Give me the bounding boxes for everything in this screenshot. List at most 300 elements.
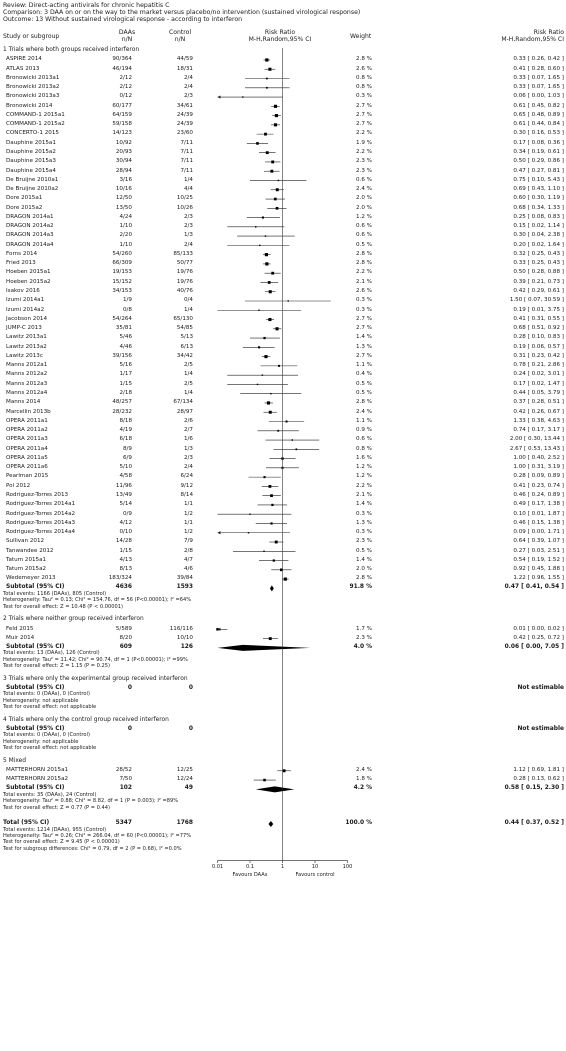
study-name: COMMAND-1 2015a2	[6, 121, 65, 128]
study-name: Dauphine 2015a2	[6, 148, 56, 155]
study-control-events: 7/11	[180, 167, 193, 174]
study-ci-text: 0.31 [ 0.23, 0.42 ]	[513, 352, 564, 359]
study-point	[263, 476, 265, 478]
study-point	[268, 281, 271, 284]
study-name: DRAGON 2014a1	[6, 213, 54, 220]
subtotal-daa: 0	[127, 725, 132, 732]
study-control-events: 1/4	[183, 306, 193, 313]
study-name: OPERA 2011a6	[6, 464, 48, 471]
subgroup-note: Test for overall effect: Z = 0.77 (P = 0.44)	[3, 804, 110, 811]
study-control-events: 10/25	[176, 195, 193, 202]
x-tick-label: 1	[280, 863, 285, 870]
study-name: Dauphine 2015a4	[6, 167, 56, 174]
subtotal-weight: 91.8 %	[349, 584, 372, 591]
study-control-events: 34/61	[176, 102, 193, 109]
study-ci-text: 0.33 [ 0.26, 0.42 ]	[513, 56, 564, 63]
study-point	[292, 439, 293, 440]
study-name: Manns 2012a3	[6, 380, 48, 387]
study-control-events: 7/11	[180, 139, 193, 146]
study-name: Tatum 2015a1	[6, 556, 47, 563]
study-daa-events: 28/94	[115, 167, 132, 174]
subgroup-note: Test for overall effect: not applicable	[3, 745, 97, 751]
subgroup-note: Total events: 0 (DAAs), 0 (Control)	[3, 691, 90, 698]
study-weight: 1.1 %	[356, 362, 372, 369]
study-name: Bronowicki 2013a2	[6, 84, 60, 91]
study-point	[286, 421, 288, 423]
study-control-events: 67/134	[173, 399, 193, 406]
study-name: JUMP-C 2013	[6, 325, 42, 332]
study-daa-events: 5/46	[119, 334, 132, 341]
study-name: Manns 2014	[6, 399, 41, 406]
study-weight: 1.2 %	[356, 213, 372, 220]
study-control-events: 2/6	[183, 417, 193, 424]
study-control-events: 1/3	[183, 445, 193, 452]
study-weight: 0.6 %	[356, 232, 372, 239]
study-daa-events: 2/12	[119, 84, 132, 91]
study-point	[270, 522, 272, 524]
study-daa-events: 66/309	[112, 260, 132, 267]
study-control-events: 2/4	[183, 84, 193, 91]
study-point	[288, 300, 289, 301]
study-weight: 0.8 %	[356, 84, 372, 91]
study-daa-events: 10/16	[115, 186, 132, 193]
study-daa-events: 2/20	[119, 232, 132, 239]
study-weight: 0.4 %	[356, 371, 372, 378]
study-point	[269, 411, 272, 414]
study-point	[271, 160, 274, 163]
study-name: De Bruijne 2010a2	[6, 186, 59, 193]
column-header-daa: DAAs	[118, 29, 136, 36]
study-daa-events: 1/17	[119, 371, 132, 378]
study-daa-events: 0/8	[122, 306, 132, 313]
study-ci-text: 0.28 [ 0.09, 0.89 ]	[513, 473, 564, 480]
study-control-events: 2/8	[183, 547, 193, 554]
subtotal-daa: 0	[127, 684, 132, 691]
study-ci-text: 1.00 [ 0.31, 3.19 ]	[513, 464, 564, 471]
study-name: Fried 2013	[6, 260, 36, 267]
study-control-events: 44/59	[176, 56, 193, 63]
study-control-events: 116/116	[169, 625, 193, 632]
study-control-events: 2/4	[183, 241, 193, 248]
study-control-events: 10/10	[176, 634, 193, 641]
study-control-events: 23/60	[176, 130, 193, 137]
study-weight: 0.8 %	[356, 74, 372, 81]
study-weight: 2.3 %	[356, 167, 372, 174]
study-name: Dore 2015a1	[6, 195, 43, 202]
study-control-events: 39/84	[176, 575, 193, 582]
study-control-events: 18/31	[176, 65, 193, 72]
study-weight: 2.4 %	[356, 186, 372, 193]
study-weight: 2.3 %	[356, 158, 372, 165]
study-name: COMMAND-1 2015a1	[6, 111, 65, 118]
x-tick-label: 10	[311, 863, 319, 870]
study-ci-text: 0.61 [ 0.44, 0.84 ]	[513, 121, 564, 128]
total-ci-text: 0.44 [ 0.37, 0.52 ]	[504, 819, 564, 826]
study-ci-text: 0.60 [ 0.30, 1.19 ]	[513, 195, 564, 202]
study-control-events: 2/3	[183, 93, 193, 100]
study-ci-text: 0.28 [ 0.13, 0.62 ]	[513, 776, 564, 783]
study-control-events: 54/85	[176, 325, 193, 332]
study-ci-text: 2.00 [ 0.30, 13.44 ]	[509, 436, 564, 443]
study-ci-text: 0.30 [ 0.04, 2.38 ]	[513, 232, 564, 239]
study-ci-text: 0.28 [ 0.10, 0.83 ]	[513, 334, 564, 341]
study-weight: 0.3 %	[356, 306, 372, 313]
study-daa-events: 5/14	[119, 501, 132, 508]
study-ci-text: 2.67 [ 0.53, 13.43 ]	[509, 445, 564, 452]
study-daa-events: 2/12	[119, 74, 132, 81]
study-control-events: 4/7	[183, 556, 193, 563]
study-ci-text: 0.20 [ 0.02, 1.64 ]	[513, 241, 564, 248]
study-point	[265, 58, 268, 61]
study-weight: 2.7 %	[356, 121, 372, 128]
subtotal-label: Subtotal (95% CI)	[6, 785, 65, 792]
study-weight: 2.4 %	[356, 767, 372, 774]
study-daa-events: 4/13	[119, 556, 132, 563]
subgroup-note: Test for overall effect: Z = 1.15 (P = 0.25)	[3, 663, 110, 670]
subgroup-note: Heterogeneity: not applicable	[3, 738, 79, 745]
study-control-events: 2/7	[183, 427, 193, 434]
study-control-events: 1/3	[183, 232, 193, 239]
study-ci-text: 0.27 [ 0.03, 2.51 ]	[513, 547, 564, 554]
study-point	[262, 374, 263, 375]
study-weight: 0.6 %	[356, 436, 372, 443]
study-weight: 0.5 %	[356, 380, 372, 387]
subtotal-control: 0	[188, 684, 193, 691]
study-daa-events: 46/194	[112, 65, 132, 72]
total-note: Test for subgroup differences: Chi² = 0.79, df = 2 (P = 0.68), I² =0.0%	[3, 845, 182, 852]
study-point	[242, 96, 243, 97]
study-ci-text: 0.68 [ 0.51, 0.92 ]	[513, 325, 564, 332]
study-ci-text: 0.42 [ 0.25, 0.72 ]	[513, 634, 564, 641]
study-name: MATTERHORN 2015a1	[6, 767, 69, 774]
study-weight: 1.4 %	[356, 556, 372, 563]
study-daa-events: 1/9	[122, 297, 132, 304]
study-ci-text: 0.75 [ 0.10, 5.43 ]	[513, 176, 564, 183]
study-daa-events: 8/18	[119, 417, 132, 424]
study-control-events: 1/2	[183, 510, 193, 517]
study-control-events: 1/4	[183, 389, 193, 396]
study-control-events: 2/3	[183, 213, 193, 220]
study-name: Rodriguez-Torres 2013	[6, 491, 69, 498]
study-name: OPERA 2011a3	[6, 436, 48, 443]
study-daa-events: 1/10	[119, 223, 132, 230]
study-name: Pol 2012	[6, 482, 31, 489]
study-control-events: 19/76	[176, 269, 193, 276]
study-daa-events: 30/94	[115, 158, 132, 165]
study-ci-text: 0.78 [ 0.21, 2.86 ]	[513, 362, 564, 369]
study-daa-events: 5/589	[115, 625, 132, 632]
subtotal-label: Subtotal (95% CI)	[6, 643, 65, 650]
study-ci-text: 0.32 [ 0.25, 0.43 ]	[513, 250, 564, 257]
study-weight: 2.7 %	[356, 325, 372, 332]
study-ci-text: 0.50 [ 0.28, 0.88 ]	[513, 269, 564, 276]
study-weight: 2.2 %	[356, 269, 372, 276]
study-weight: 2.3 %	[356, 634, 372, 641]
column-header-rr-sub: M-H,Random,95% CI	[248, 36, 312, 43]
study-weight: 0.5 %	[356, 389, 372, 396]
study-weight: 2.7 %	[356, 111, 372, 118]
study-ci-text: 0.39 [ 0.21, 0.73 ]	[513, 278, 564, 285]
total-daa: 5347	[115, 819, 132, 826]
study-ci-text: 0.74 [ 0.17, 3.17 ]	[513, 427, 564, 434]
study-weight: 1.4 %	[356, 334, 372, 341]
study-name: DRAGON 2014a3	[6, 232, 54, 239]
study-control-events: 6/24	[180, 473, 193, 480]
study-point	[249, 514, 250, 515]
study-ci-text: 1.50 [ 0.07, 30.59 ]	[509, 297, 564, 304]
study-point	[278, 365, 280, 367]
study-point	[275, 541, 278, 544]
subtotal-weight: 4.2 %	[353, 785, 372, 792]
study-control-events: 12/25	[176, 767, 193, 774]
study-weight: 1.1 %	[356, 417, 372, 424]
study-point	[216, 628, 218, 630]
subgroup-note: Total events: 1166 (DAAs), 805 (Control)	[3, 590, 107, 597]
total-weight: 100.0 %	[345, 819, 372, 826]
study-daa-events: 12/50	[115, 195, 132, 202]
study-daa-events: 28/52	[115, 767, 132, 774]
study-ci-text: 0.92 [ 0.45, 1.88 ]	[513, 566, 564, 573]
subgroup-note: Heterogeneity: not applicable	[3, 697, 79, 704]
study-weight: 2.0 %	[356, 566, 372, 573]
subgroup-title: 4 Trials where only the control group received interferon	[3, 716, 169, 723]
study-ci-text: 0.10 [ 0.01, 1.87 ]	[513, 510, 564, 517]
study-name: Manns 2012a2	[6, 371, 48, 378]
study-daa-events: 0/9	[122, 510, 132, 517]
subtotal-label: Subtotal (95% CI)	[6, 584, 65, 591]
study-name: Marcellin 2013b	[6, 408, 51, 415]
study-ci-text: 0.64 [ 0.39, 1.07 ]	[513, 538, 564, 545]
study-control-events: 2/5	[183, 380, 193, 387]
study-weight: 2.4 %	[356, 408, 372, 415]
study-weight: 2.8 %	[356, 260, 372, 267]
study-name: OPERA 2011a1	[6, 417, 48, 424]
study-daa-events: 28/232	[112, 408, 132, 415]
study-control-events: 50/77	[176, 260, 193, 267]
study-name: Lawitz 2013a1	[6, 334, 47, 341]
study-ci-text: 0.30 [ 0.16, 0.53 ]	[513, 130, 564, 137]
study-weight: 2.6 %	[356, 288, 372, 295]
study-name: De Bruijne 2010a1	[6, 176, 59, 183]
study-ci-text: 0.41 [ 0.23, 0.74 ]	[513, 482, 564, 489]
study-name: Lawitz 2013c	[6, 352, 43, 359]
study-daa-events: 48/257	[112, 399, 132, 406]
study-weight: 2.2 %	[356, 482, 372, 489]
study-point	[263, 551, 264, 552]
study-name: Bronowicki 2013a3	[6, 93, 60, 100]
study-name: Hoeben 2015a2	[6, 278, 51, 285]
subgroup-note: Test for overall effect: not applicable	[3, 704, 97, 711]
study-daa-events: 59/158	[112, 121, 132, 128]
study-weight: 1.8 %	[356, 776, 372, 783]
total-diamond	[268, 821, 273, 827]
subgroup-note: Heterogeneity: Tau² = 0.13; Chi² = 154.76, df = 56 (P<0.00001); I² =64%	[3, 597, 192, 604]
study-ci-text: 0.33 [ 0.25, 0.43 ]	[513, 260, 564, 267]
study-control-events: 2/3	[183, 223, 193, 230]
study-weight: 0.8 %	[356, 445, 372, 452]
study-name: Bronowicki 2014	[6, 102, 53, 109]
study-daa-events: 8/20	[119, 634, 132, 641]
column-header-rr2: Risk Ratio	[533, 29, 564, 36]
study-daa-events: 15/152	[112, 278, 132, 285]
study-point	[259, 245, 260, 246]
study-daa-events: 6/9	[122, 454, 132, 461]
column-header-study: Study or subgroup	[3, 33, 60, 40]
x-tick-label: 100	[342, 863, 353, 870]
study-control-events: 10/26	[176, 204, 193, 211]
study-weight: 2.0 %	[356, 195, 372, 202]
study-point	[278, 180, 279, 181]
study-name: Lawitz 2013a2	[6, 343, 47, 350]
study-ci-text: 0.33 [ 0.07, 1.65 ]	[513, 84, 564, 91]
study-ci-text: 0.42 [ 0.26, 0.67 ]	[513, 408, 564, 415]
study-point	[267, 401, 270, 404]
study-daa-events: 13/49	[115, 491, 132, 498]
subtotal-ci-text: 0.58 [ 0.15, 2.30 ]	[504, 785, 564, 792]
study-daa-events: 14/123	[112, 130, 132, 137]
subtotal-control: 49	[184, 785, 193, 792]
study-name: Izumi 2014a1	[6, 297, 45, 304]
study-name: Rodriguez-Torres 2014a4	[6, 529, 76, 536]
study-ci-text: 0.06 [ 0.00, 1.03 ]	[513, 93, 564, 100]
study-daa-events: 1/10	[119, 241, 132, 248]
study-control-events: 28/97	[176, 408, 193, 415]
study-name: MATTERHORN 2015a2	[6, 776, 69, 783]
subgroup-note: Test for overall effect: Z = 10.48 (P < 0.00001)	[3, 603, 123, 610]
subgroup-title: 2 Trials where neither group received interferon	[3, 616, 144, 623]
study-weight: 0.3 %	[356, 529, 372, 536]
total-note: Heterogeneity: Tau² = 0.26; Chi² = 266.04, df = 60 (P<0.00001); I² =77%	[3, 832, 192, 839]
study-ci-text: 0.69 [ 0.43, 1.10 ]	[513, 186, 564, 193]
ci-arrow-left	[218, 95, 221, 98]
ci-arrow-left	[218, 531, 221, 534]
study-control-events: 1/6	[183, 436, 193, 443]
study-weight: 2.0 %	[356, 204, 372, 211]
study-point	[266, 87, 268, 89]
study-name: Muir 2014	[6, 634, 35, 641]
study-ci-text: 0.42 [ 0.29, 0.61 ]	[513, 288, 564, 295]
subgroup-note: Total events: 35 (DAAs), 24 (Control)	[3, 791, 97, 798]
study-weight: 2.7 %	[356, 352, 372, 359]
study-ci-text: 1.22 [ 0.96, 1.55 ]	[513, 575, 564, 582]
study-control-events: 6/13	[180, 343, 193, 350]
study-name: Isakov 2016	[6, 288, 40, 295]
study-control-events: 2/4	[183, 74, 193, 81]
study-name: Rodriguez-Torres 2014a2	[6, 510, 76, 517]
study-name: Manns 2012a1	[6, 362, 48, 369]
study-daa-events: 90/364	[112, 56, 132, 63]
study-control-events: 65/130	[173, 315, 193, 322]
study-daa-events: 5/16	[119, 362, 132, 369]
study-control-events: 19/76	[176, 278, 193, 285]
outcome-title: Outcome: 13 Without sustained virological response - according to interferon	[3, 16, 243, 23]
study-weight: 2.7 %	[356, 102, 372, 109]
study-ci-text: 1.12 [ 0.69, 1.81 ]	[513, 767, 564, 774]
study-control-events: 1/2	[183, 529, 193, 536]
study-weight: 2.8 %	[356, 399, 372, 406]
study-point	[257, 384, 258, 385]
study-name: DRAGON 2014a4	[6, 241, 54, 248]
study-name: Tanwandee 2012	[6, 547, 54, 554]
study-point	[266, 78, 268, 80]
favours-daa-label: Favours DAAs	[232, 871, 268, 878]
study-name: Bronowicki 2013a1	[6, 74, 60, 81]
review-title: Review: Direct-acting antivirals for chronic hepatitis C	[3, 2, 170, 9]
study-name: ASPIRE 2014	[6, 56, 42, 63]
study-weight: 2.2 %	[356, 148, 372, 155]
study-ci-text: 0.68 [ 0.34, 1.33 ]	[513, 204, 564, 211]
study-weight: 1.3 %	[356, 519, 372, 526]
study-daa-events: 20/93	[115, 148, 132, 155]
study-point	[268, 68, 271, 71]
study-control-events: 24/39	[176, 111, 193, 118]
study-point	[268, 318, 271, 321]
study-weight: 0.5 %	[356, 547, 372, 554]
study-control-events: 1/4	[183, 371, 193, 378]
study-weight: 2.7 %	[356, 315, 372, 322]
study-daa-events: 35/81	[115, 325, 132, 332]
study-control-events: 9/12	[180, 482, 193, 489]
study-name: Hoeben 2015a1	[6, 269, 51, 276]
subtotal-ci-text: Not estimable	[517, 684, 564, 691]
total-note: Test for overall effect: Z = 9.45 (P < 0.00001)	[3, 839, 120, 846]
study-weight: 2.1 %	[356, 278, 372, 285]
study-daa-events: 2/18	[119, 389, 132, 396]
study-daa-events: 4/19	[119, 427, 132, 434]
study-point	[274, 105, 277, 108]
study-name: Manns 2012a4	[6, 389, 48, 396]
subtotal-diamond	[270, 585, 274, 591]
study-name: Pearlman 2015	[6, 473, 49, 480]
study-weight: 2.8 %	[356, 56, 372, 63]
subtotal-control: 126	[180, 643, 193, 650]
study-ci-text: 0.49 [ 0.17, 1.38 ]	[513, 501, 564, 508]
comparison-title: Comparison: 3 DAA on or on the way to the market versus placebo/no intervention (sustained virological response)	[3, 9, 361, 16]
study-weight: 0.3 %	[356, 297, 372, 304]
study-daa-events: 34/153	[112, 288, 132, 295]
study-daa-events: 0/10	[119, 529, 132, 536]
study-control-events: 0/4	[183, 297, 193, 304]
study-control-events: 5/13	[180, 334, 193, 341]
favours-control-label: Favours control	[295, 871, 335, 878]
column-header-control: Control	[168, 29, 192, 36]
study-ci-text: 0.46 [ 0.24, 0.89 ]	[513, 491, 564, 498]
study-ci-text: 0.33 [ 0.07, 1.65 ]	[513, 74, 564, 81]
study-ci-text: 1.33 [ 0.38, 4.63 ]	[513, 417, 564, 424]
study-point	[264, 133, 267, 136]
study-ci-text: 0.46 [ 0.15, 1.38 ]	[513, 519, 564, 526]
study-ci-text: 0.15 [ 0.02, 1.14 ]	[513, 223, 564, 230]
subtotal-ci-text: Not estimable	[517, 725, 564, 732]
study-weight: 2.8 %	[356, 575, 372, 582]
study-name: Rodriguez-Torres 2014a3	[6, 519, 76, 526]
study-control-events: 4/6	[183, 566, 193, 573]
subgroup-note: Total events: 13 (DAAs), 126 (Control)	[3, 650, 100, 657]
study-control-events: 12/24	[176, 776, 193, 783]
study-weight: 1.9 %	[356, 139, 372, 146]
study-ci-text: 0.17 [ 0.08, 0.36 ]	[513, 139, 564, 146]
study-point	[269, 290, 272, 293]
study-point	[264, 355, 267, 358]
study-control-events: 1/1	[183, 501, 193, 508]
study-control-events: 34/42	[176, 352, 193, 359]
study-point	[284, 578, 287, 581]
study-point	[269, 637, 272, 640]
study-name: Wedemeyer 2013	[6, 575, 56, 582]
study-daa-events: 19/153	[112, 269, 132, 276]
study-point	[265, 262, 268, 265]
study-point	[270, 494, 273, 497]
